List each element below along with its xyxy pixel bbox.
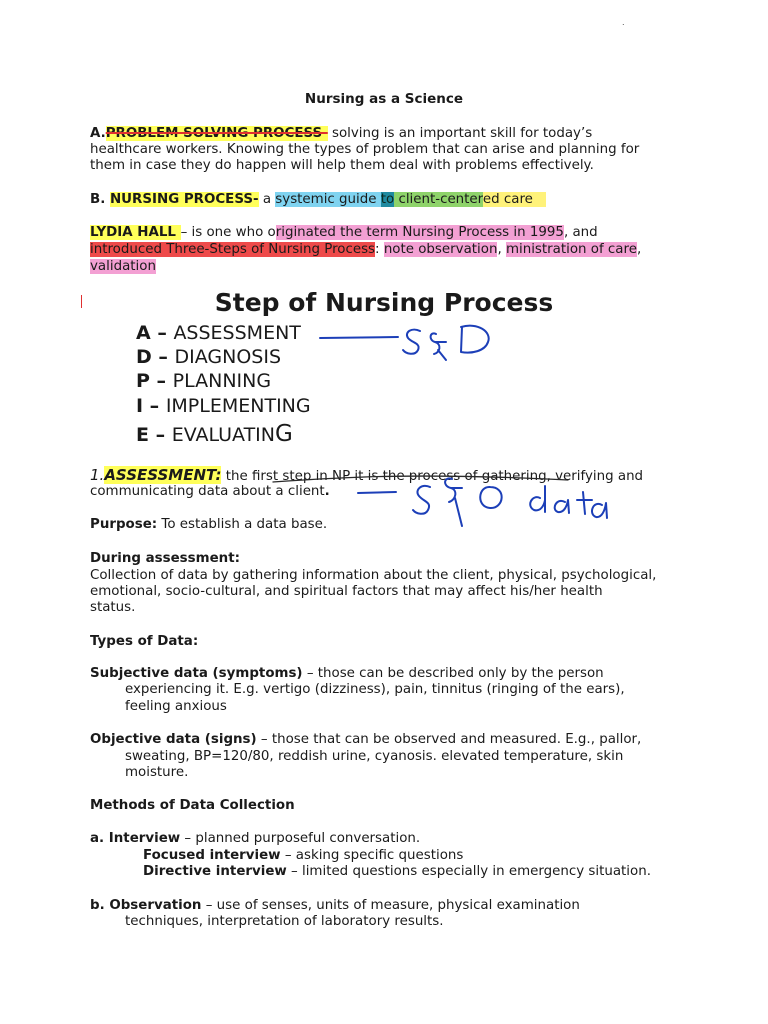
lydia-end: , xyxy=(636,242,642,257)
ink-o xyxy=(480,487,501,508)
lydia-t1: – is one who o xyxy=(180,225,276,240)
para-b-heading: NURSING PROCESS- xyxy=(109,192,259,207)
lydia-comma: , xyxy=(497,242,506,257)
step-text: ASSESSMENT xyxy=(173,322,301,344)
assessment-l2: communicating data about a client xyxy=(90,484,325,499)
types-label: Types of Data: xyxy=(90,634,199,649)
subjective-l1: – those can be described only by the person xyxy=(302,666,604,681)
para-b-seg1: systemic guide xyxy=(275,192,377,207)
assessment-num: 1. xyxy=(90,466,105,484)
lydia-red-text: introduced Three-Steps of Nursing Process xyxy=(90,242,376,257)
ink-ampersand-1 xyxy=(431,333,446,360)
objective-line2: sweating, BP=120/80, reddish urine, cyanosis. elevated temperature, skin xyxy=(125,749,624,764)
subjective-line3: feeling anxious xyxy=(125,699,227,714)
assessment-heading: ASSESSMENT: xyxy=(104,466,222,484)
interview-text: – planned purposeful conversation. xyxy=(180,831,421,846)
para-b-seg5: ed care xyxy=(482,192,533,207)
lydia-name: LYDIA HALL xyxy=(90,225,181,240)
corner-mark: . xyxy=(622,18,625,27)
para-b-a: a xyxy=(258,192,276,207)
ink-line-data xyxy=(358,492,396,493)
observation-label: Observation xyxy=(109,898,202,913)
step-text: DIAGNOSIS xyxy=(174,346,282,368)
ink-a-2 xyxy=(592,503,607,518)
steps-heading: Step of Nursing Process xyxy=(214,288,554,317)
para-b-prefix: B. xyxy=(90,192,110,207)
step-text: EVALUATIN xyxy=(171,424,275,446)
lydia-sep: : xyxy=(375,242,384,257)
step-text: IMPLEMENTING xyxy=(165,395,311,417)
para-a-heading: PROBLEM SOLVING PROCESS- xyxy=(105,126,328,141)
focused-text: – asking specific questions xyxy=(280,848,464,863)
objective-l1: – those that can be observed and measured. E.g., pallor, xyxy=(256,732,642,747)
step-letter: P – xyxy=(136,370,173,392)
directive-text: – limited questions especially in emergency situation. xyxy=(286,864,651,879)
interview-label: Interview xyxy=(108,831,181,846)
during-label: During assessment: xyxy=(90,551,240,566)
para-b-seg3: to xyxy=(380,192,395,207)
para-a-text: solving is an important skill for today’s xyxy=(327,126,593,141)
ink-s-2 xyxy=(413,486,430,514)
lydia-ministration: ministration of care xyxy=(505,242,637,257)
document-title: Nursing as a Science xyxy=(304,91,464,107)
during-line2: emotional, socio-cultural, and spiritual factors that may affect his/her health xyxy=(90,584,603,599)
lydia-validation: validation xyxy=(90,259,156,274)
subjective-label: Subjective data (symptoms) xyxy=(90,666,303,681)
ink-line-assessment xyxy=(320,337,398,338)
ink-d-lower xyxy=(530,486,545,512)
lydia-note-observation: note observation xyxy=(383,242,498,257)
step-letter: A – xyxy=(136,322,174,344)
during-line1: Collection of data by gathering information about the client, physical, psychological, xyxy=(90,568,657,583)
para-a-line3: them in case they do happen will help them deal with problems effectively. xyxy=(90,158,594,173)
step-letter: I – xyxy=(136,395,166,417)
step-letter: E – xyxy=(136,424,172,446)
step-text-tail: G xyxy=(275,421,293,447)
observation-prefix: b. xyxy=(90,898,110,913)
observation-l1: – use of senses, units of measure, physical examination xyxy=(201,898,580,913)
ink-a-1 xyxy=(555,500,569,513)
lydia-t2: riginated the term Nursing Process in 1995 xyxy=(275,225,564,240)
subjective-line2: experiencing it. E.g. vertigo (dizziness), pain, tinnitus (ringing of the ears), xyxy=(125,682,625,697)
step-text: PLANNING xyxy=(172,370,272,392)
observation-line2: techniques, interpretation of laboratory results. xyxy=(125,914,444,929)
ink-d-1 xyxy=(461,326,489,353)
assessment-l1a: the first step in NP it is the process of gathering xyxy=(221,469,547,484)
assessment-l1b: , verifying and xyxy=(546,469,644,484)
assessment-l2-end: . xyxy=(324,484,330,499)
objective-line3: moisture. xyxy=(125,765,189,780)
ink-s-1 xyxy=(403,330,420,354)
lydia-t3: , and xyxy=(563,225,598,240)
during-line3: status. xyxy=(90,600,136,615)
ink-t xyxy=(577,492,592,514)
ink-strike-gathering xyxy=(273,476,568,482)
para-b-seg4: client-center xyxy=(394,192,483,207)
purpose-label: Purpose: xyxy=(90,517,158,532)
para-a-prefix: A. xyxy=(90,126,106,141)
step-letter: D – xyxy=(136,346,175,368)
methods-label: Methods of Data Collection xyxy=(90,798,295,813)
objective-label: Objective data (signs) xyxy=(90,732,257,747)
focused-label: Focused interview xyxy=(143,848,281,863)
interview-prefix: a. xyxy=(90,831,109,846)
ink-ampersand-2 xyxy=(445,478,462,526)
purpose-text: To establish a data base. xyxy=(157,517,328,532)
directive-label: Directive interview xyxy=(143,864,287,879)
para-a-line2: healthcare workers. Knowing the types of problem that can arise and planning for xyxy=(90,142,640,157)
